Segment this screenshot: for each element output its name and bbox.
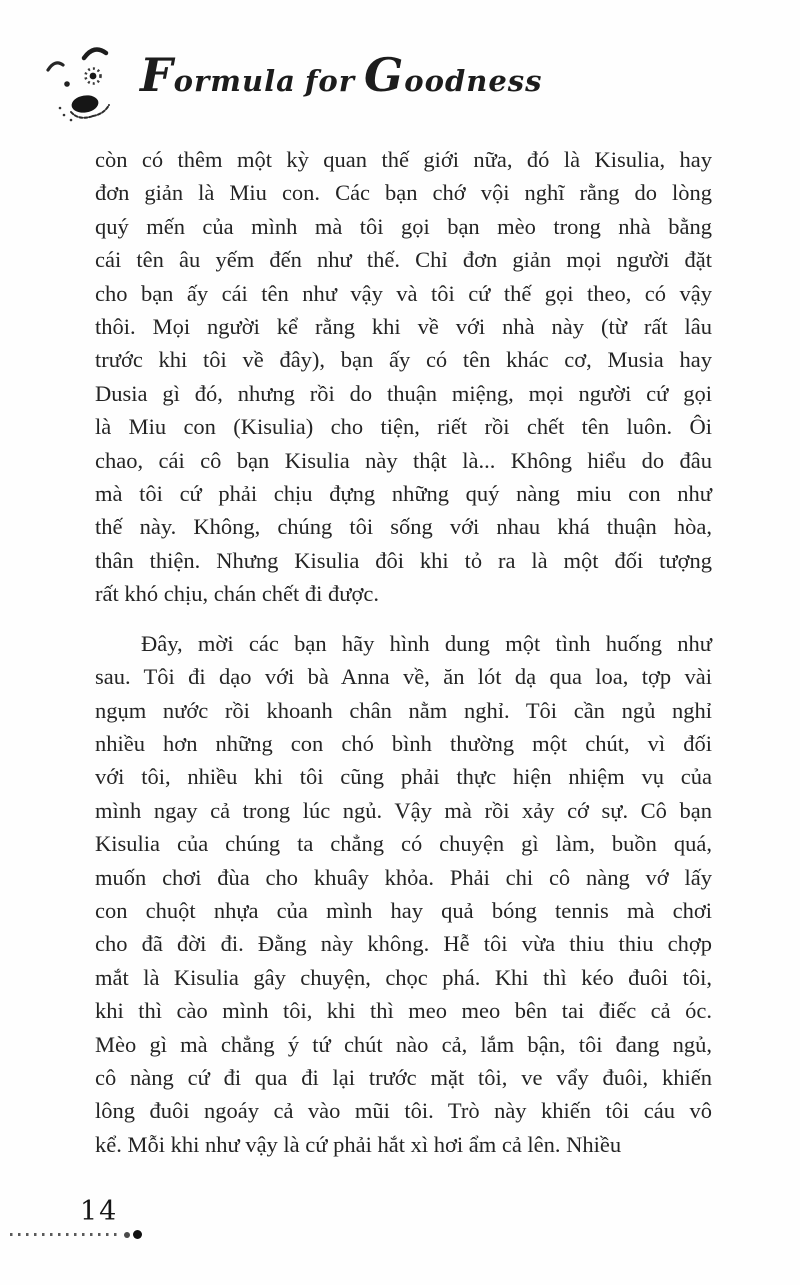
text-line: thế này. Không, chúng tôi sống với nhau khá thuận hòa, bbox=[95, 514, 712, 540]
text-line: mà tôi cứ phải chịu đựng những quý nàng miu con như bbox=[95, 481, 712, 507]
text-line: lông đuôi ngoáy cả vào mũi tôi. Trò này khiến tôi cáu vô bbox=[95, 1098, 712, 1124]
paragraph-1 bbox=[95, 143, 712, 611]
dog-doodle-icon bbox=[42, 42, 132, 126]
text-line: cho bạn ấy cái tên như vậy và tôi cứ thế gọi theo, có vậy bbox=[95, 280, 712, 306]
paragraph-2 bbox=[95, 627, 712, 1162]
text-line: còn có thêm một kỳ quan thế giới nữa, đó là Kisulia, hay bbox=[95, 147, 712, 172]
text-line: nhiều hơn những con chó bình thường một chút, vì đối bbox=[95, 730, 712, 756]
text-line: chao, cái cô bạn Kisulia này thật là... Không hiểu do đâu bbox=[95, 447, 712, 473]
text-line: Kisulia của chúng ta chẳng có chuyện gì làm, buồn quá, bbox=[95, 831, 712, 857]
text-line: thân thiện. Nhưng Kisulia đôi khi tỏ ra là một đối tượng bbox=[95, 547, 712, 573]
text-line: rất khó chịu, chán chết đi được. bbox=[95, 581, 379, 607]
page-number: 14 bbox=[80, 1196, 119, 1227]
text-line: với tôi, nhiều khi tôi cũng phải thực hiện nhiệm vụ của bbox=[95, 764, 712, 790]
text-line: mình ngay cả trong lúc ngủ. Vậy mà rồi xảy cớ sự. Cô bạn bbox=[95, 797, 712, 823]
text-line: thôi. Mọi người kể rằng khi về với nhà này (từ rất lâu bbox=[95, 314, 712, 340]
dot-medium bbox=[124, 1232, 130, 1238]
page-content bbox=[95, 143, 712, 1161]
text-line: quý mến của mình mà tôi gọi bạn mèo trong nhà bằng bbox=[95, 213, 712, 239]
dotted-rule bbox=[10, 1233, 122, 1236]
header-title-word: Goodness bbox=[363, 48, 543, 102]
text-line: Dusia gì đó, nhưng rồi do thuận miệng, mọi người cứ gọi bbox=[95, 380, 712, 406]
text-line: khi thì cào mình tôi, khi thì meo meo bên tai điếc cả óc. bbox=[95, 998, 712, 1024]
footer-dotted-line bbox=[10, 1230, 142, 1239]
text-line: Đây, mời các bạn hãy hình dung một tình huống như bbox=[141, 630, 712, 656]
text-line: là Miu con (Kisulia) cho tiện, riết rồi chết tên luôn. Ôi bbox=[95, 414, 712, 440]
text-line: trước khi tôi về đây), bạn ấy có tên khác cơ, Musia hay bbox=[95, 347, 712, 373]
header-title-word: Formula bbox=[140, 48, 296, 102]
text-line: mắt là Kisulia gây chuyện, chọc phá. Khi thì kéo đuôi tôi, bbox=[95, 964, 712, 990]
text-line: sau. Tôi đi dạo với bà Anna về, ăn lót dạ qua loa, tợp vài bbox=[95, 664, 712, 690]
page-header bbox=[42, 42, 551, 126]
text-line: cho đã đời đi. Đằng này không. Hễ tôi vừa thiu thiu chợp bbox=[95, 931, 712, 957]
text-line: đơn giản là Miu con. Các bạn chớ vội nghĩ rằng do lòng bbox=[95, 180, 712, 206]
header-title bbox=[140, 48, 551, 102]
text-line: con chuột nhựa của mình hay quả bóng tennis mà chơi bbox=[95, 897, 712, 923]
text-line: muốn chơi đùa cho khuây khỏa. Phải chi cô nàng vớ lấy bbox=[95, 864, 712, 890]
header-title-word: for bbox=[304, 64, 355, 98]
dot-large bbox=[133, 1230, 142, 1239]
text-line: Mèo gì mà chẳng ý tứ chút nào cả, lắm bận, tôi đang ngủ, bbox=[95, 1031, 712, 1057]
text-line: kể. Mỗi khi như vậy là cứ phải hắt xì hơi ẩm cả lên. Nhiều bbox=[95, 1131, 622, 1157]
text-line: cái tên âu yếm đến như thế. Chỉ đơn giản mọi người đặt bbox=[95, 247, 712, 273]
page-footer bbox=[10, 1196, 142, 1239]
text-line: cô nàng cứ đi qua đi lại trước mặt tôi, ve vẩy đuôi, khiến bbox=[95, 1064, 712, 1090]
text-line: ngụm nước rồi khoanh chân nằm nghỉ. Tôi cần ngủ nghỉ bbox=[95, 697, 712, 723]
